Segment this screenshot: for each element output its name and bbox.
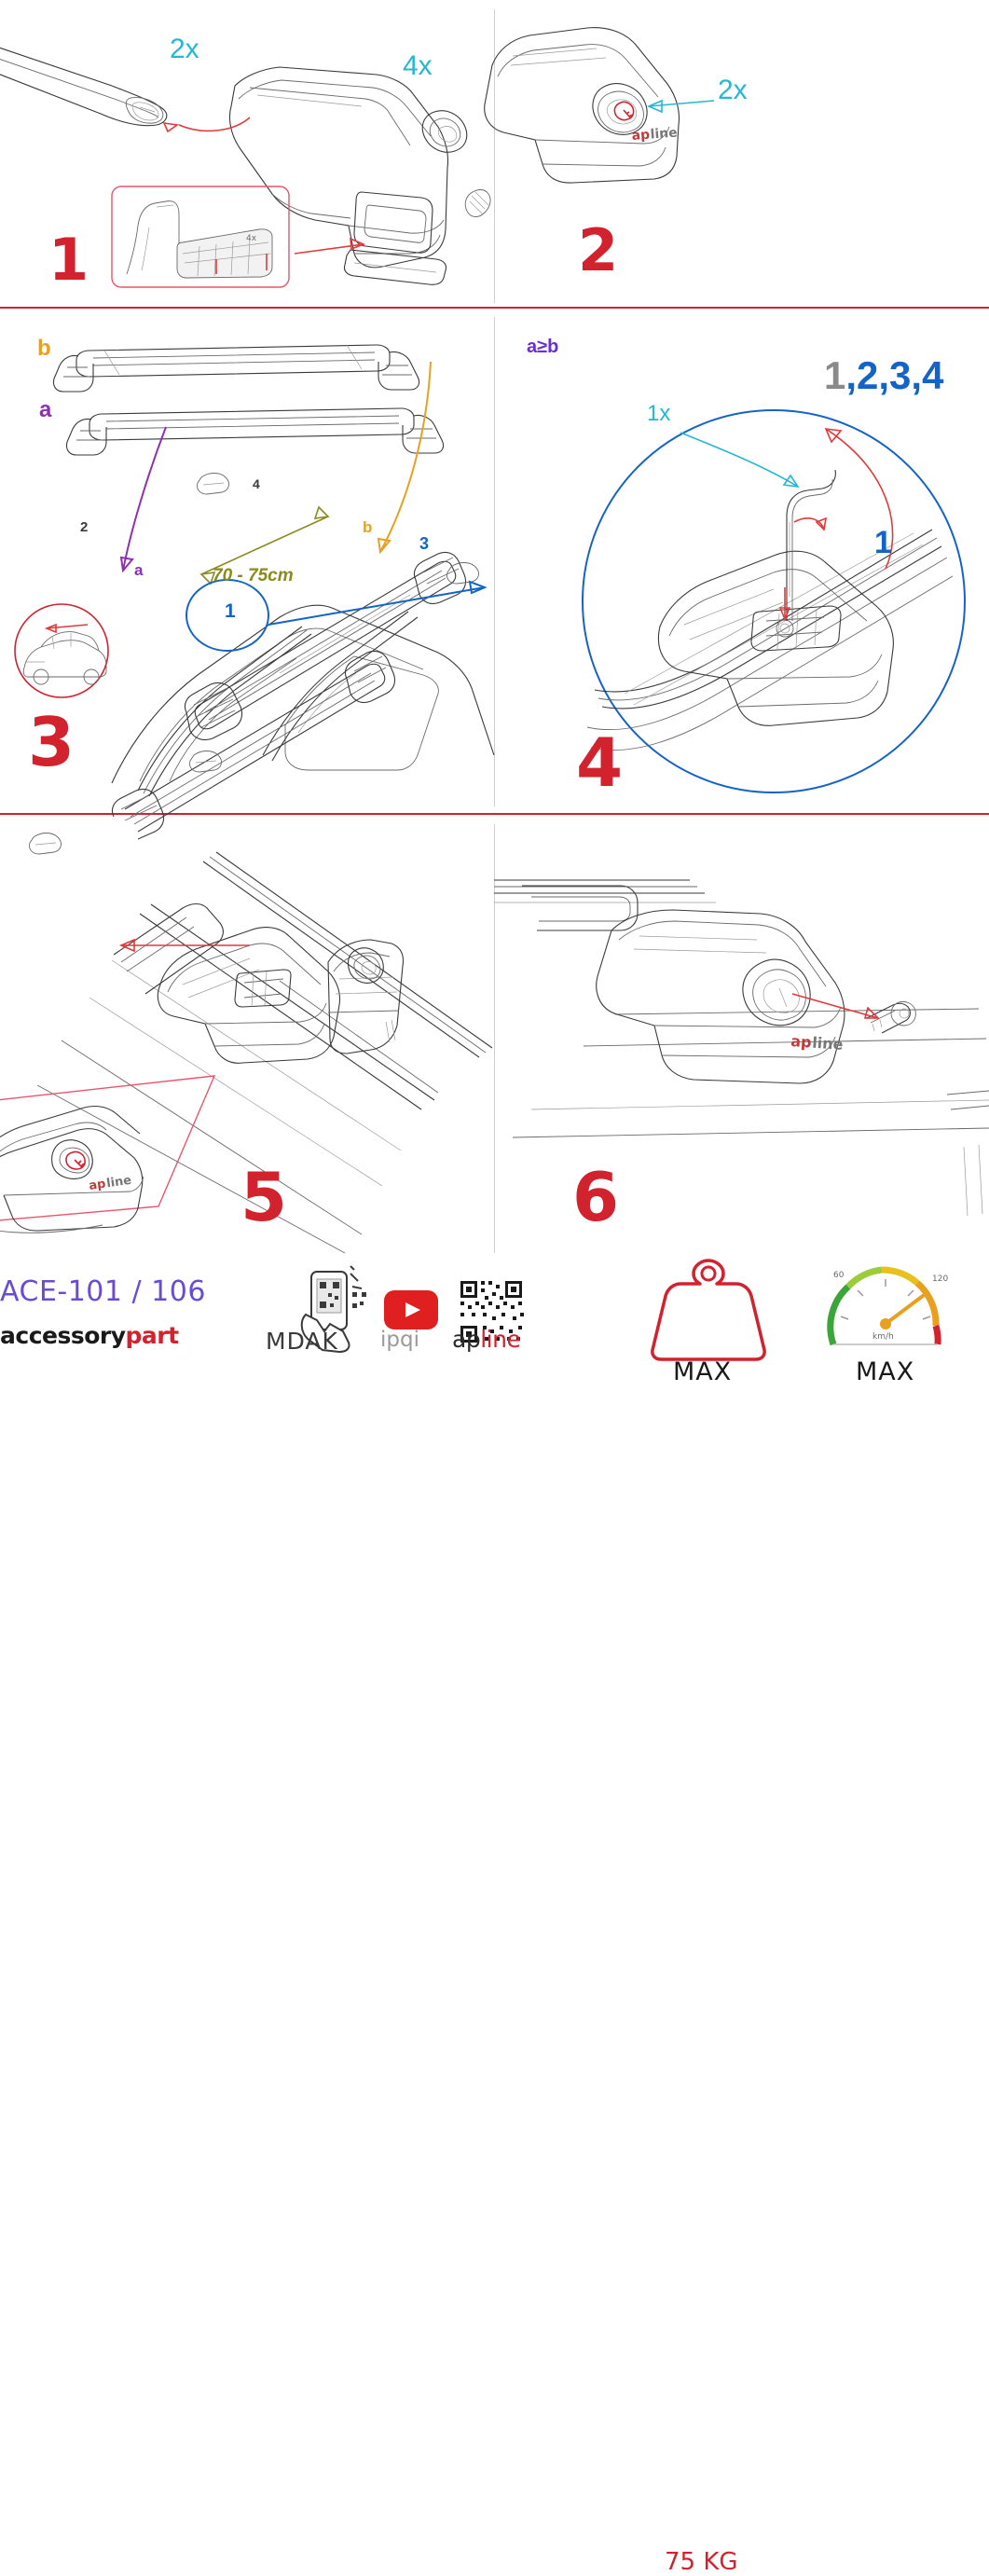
weight-limit-value: 75 KG bbox=[665, 2548, 738, 2576]
youtube-icon[interactable] bbox=[384, 1290, 438, 1329]
brand-line-text: line bbox=[480, 1326, 521, 1353]
weight-limit-icon bbox=[643, 1260, 774, 1361]
product-code: ACE-101 / 106 bbox=[0, 1275, 206, 1308]
step-3-foot-2: 2 bbox=[80, 519, 89, 535]
brand-ap-text: ap bbox=[452, 1326, 481, 1353]
step-3-label-a-top: a bbox=[39, 397, 52, 422]
gauge-unit: km/h bbox=[872, 1332, 894, 1342]
step-3-label-a-arrow: a bbox=[134, 561, 144, 579]
step-6-drawing bbox=[494, 824, 989, 1253]
brand-accessorypart bbox=[0, 1322, 179, 1349]
step-1-qty-foot: 4x bbox=[403, 50, 433, 81]
step-3-drawing bbox=[0, 317, 494, 811]
sequence-rest: ,2,3,4 bbox=[845, 353, 944, 397]
step-3-foot-4: 4 bbox=[253, 476, 260, 491]
footer bbox=[0, 1260, 989, 2576]
brand-part-text: part bbox=[125, 1322, 179, 1349]
step-3-number: 3 bbox=[28, 703, 75, 781]
step-4-number: 4 bbox=[576, 723, 623, 802]
svg-text:line: line bbox=[650, 125, 679, 143]
step-6-illustration bbox=[494, 824, 989, 1253]
step-2-drawing bbox=[494, 9, 989, 303]
step-1-qty-bar: 2x bbox=[170, 34, 199, 64]
svg-text:ap: ap bbox=[88, 1177, 107, 1193]
step-1-number: 1 bbox=[48, 226, 89, 294]
step-3-distance: 70 - 75cm bbox=[213, 566, 294, 585]
gauge-max-tick: 120 bbox=[932, 1274, 949, 1284]
step-3-label-b-arrow: b bbox=[363, 518, 373, 536]
brand-ipqi: ipqi bbox=[380, 1328, 419, 1352]
step-3-foot-3: 3 bbox=[419, 534, 430, 553]
speed-limit-caption: MAX bbox=[856, 1357, 915, 1386]
step-2-qty: 2x bbox=[718, 75, 748, 105]
gauge-min-tick: 60 bbox=[833, 1271, 845, 1280]
section-divider-top bbox=[0, 307, 989, 309]
step-3-label-b-top: b bbox=[37, 336, 51, 361]
svg-text:ap: ap bbox=[790, 1032, 813, 1052]
section-divider-bottom bbox=[0, 813, 989, 815]
step-2-number: 2 bbox=[578, 216, 618, 284]
brand-mdak: MDAK bbox=[266, 1328, 338, 1355]
sequence-first: 1 bbox=[824, 353, 846, 397]
step-4-qty: 1x bbox=[647, 401, 671, 426]
step-3-foot-1: 1 bbox=[225, 600, 236, 622]
svg-text:line: line bbox=[105, 1173, 133, 1192]
step-4-order-sequence bbox=[824, 353, 944, 397]
step-4-condition: a≥b bbox=[527, 337, 559, 357]
speed-gauge-icon bbox=[820, 1259, 960, 1361]
svg-text:ap: ap bbox=[631, 127, 651, 144]
svg-text:line: line bbox=[811, 1033, 845, 1054]
step-5-number: 5 bbox=[240, 1158, 287, 1236]
step-3-illustration bbox=[0, 317, 494, 811]
weight-limit-caption: MAX bbox=[673, 1357, 733, 1386]
brand-accessory-text: accessory bbox=[0, 1322, 126, 1349]
step-6-number: 6 bbox=[572, 1158, 619, 1236]
step-4-order-current: 1 bbox=[874, 525, 892, 560]
brand-apline bbox=[452, 1326, 520, 1353]
step-2-illustration bbox=[494, 9, 989, 303]
svg-text:4x: 4x bbox=[246, 234, 257, 243]
